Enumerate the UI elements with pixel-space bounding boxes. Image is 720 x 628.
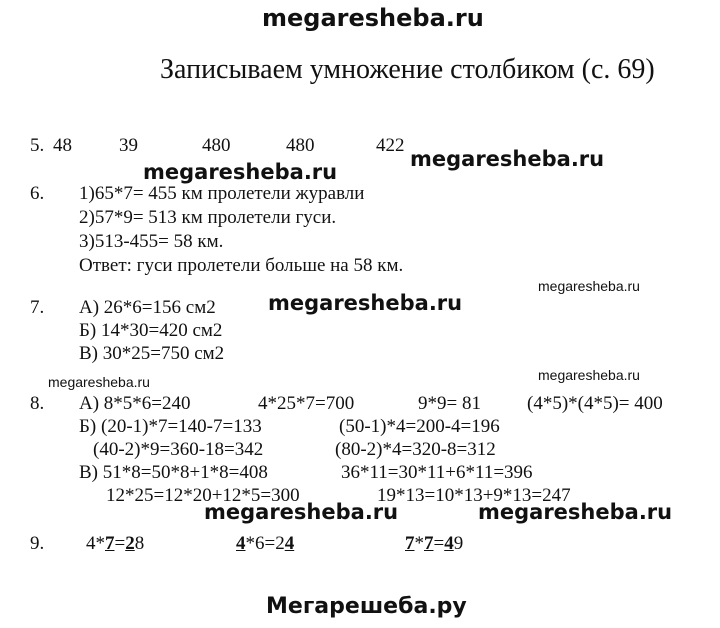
watermark: megaresheba.ru xyxy=(478,500,673,524)
task9-equation xyxy=(405,533,463,555)
filled-digit: 7 xyxy=(105,533,115,554)
watermark: megaresheba.ru xyxy=(268,291,463,315)
task5-value: 480 xyxy=(202,135,231,156)
task8-expression: (80-2)*4=320-8=312 xyxy=(335,439,496,460)
task8-expression: А) 8*5*6=240 xyxy=(79,393,191,414)
task8-expression: (4*5)*(4*5)= 400 xyxy=(527,393,663,414)
task5-value: 48 xyxy=(53,135,72,156)
task8-expression: В) 51*8=50*8+1*8=408 xyxy=(79,462,268,483)
task9-number: 9. xyxy=(30,533,45,554)
task6-number: 6. xyxy=(30,183,45,204)
task5-value: 480 xyxy=(286,135,315,156)
task7-line: А) 26*6=156 см2 xyxy=(79,297,216,318)
task5-value: 39 xyxy=(119,135,138,156)
eq-text: * xyxy=(414,533,424,554)
footer-site: Мегарешеба.ру xyxy=(266,594,467,619)
task7-number: 7. xyxy=(30,297,45,318)
task5-number: 5. xyxy=(30,135,45,156)
task8-expression: (50-1)*4=200-4=196 xyxy=(339,416,500,437)
task8-number: 8. xyxy=(30,393,45,414)
watermark: megaresheba.ru xyxy=(143,160,338,184)
filled-digit: 7 xyxy=(405,533,415,554)
task8-expression: Б) (20-1)*7=140-7=133 xyxy=(79,416,262,437)
watermark: megaresheba.ru xyxy=(204,500,399,524)
task9-equation xyxy=(86,533,144,555)
page-title: Записываем умножение столбиком (с. 69) xyxy=(160,54,655,85)
task8-expression: 19*13=10*13+9*13=247 xyxy=(377,485,571,506)
filled-digit: 4 xyxy=(444,533,454,554)
filled-digit: 2 xyxy=(125,533,135,554)
task7-line: В) 30*25=750 см2 xyxy=(79,343,225,364)
watermark: megaresheba.ru xyxy=(538,278,640,294)
task8-expression: 9*9= 81 xyxy=(418,393,481,414)
task8-expression: 4*25*7=700 xyxy=(258,393,355,414)
task5-value: 422 xyxy=(376,135,405,156)
filled-digit: 4 xyxy=(236,533,246,554)
watermark: megaresheba.ru xyxy=(48,374,150,390)
task8-expression: 36*11=30*11+6*11=396 xyxy=(341,462,533,483)
filled-digit: 4 xyxy=(284,533,295,554)
filled-digit: 7 xyxy=(424,533,434,554)
task6-line: 2)57*9= 513 км пролетели гуси. xyxy=(79,207,337,228)
task8-expression: 12*25=12*20+12*5=300 xyxy=(106,485,300,506)
eq-text: = xyxy=(114,533,126,554)
watermark: megaresheba.ru xyxy=(410,147,605,171)
task6-line: 3)513-455= 58 км. xyxy=(79,231,224,252)
eq-text: 8 xyxy=(134,533,145,554)
eq-text: 9 xyxy=(453,533,464,554)
task9-equation xyxy=(236,533,294,555)
task6-line: 1)65*7= 455 км пролетели журавли xyxy=(79,183,365,204)
task7-line: Б) 14*30=420 см2 xyxy=(79,320,223,341)
task8-expression: (40-2)*9=360-18=342 xyxy=(93,439,264,460)
eq-text: = xyxy=(433,533,445,554)
task6-answer: Ответ: гуси пролетели больше на 58 км. xyxy=(79,255,404,276)
watermark: megaresheba.ru xyxy=(538,367,640,383)
header-site: megaresheba.ru xyxy=(262,4,484,32)
eq-text: *6=2 xyxy=(245,533,285,554)
eq-text: 4* xyxy=(86,533,105,554)
